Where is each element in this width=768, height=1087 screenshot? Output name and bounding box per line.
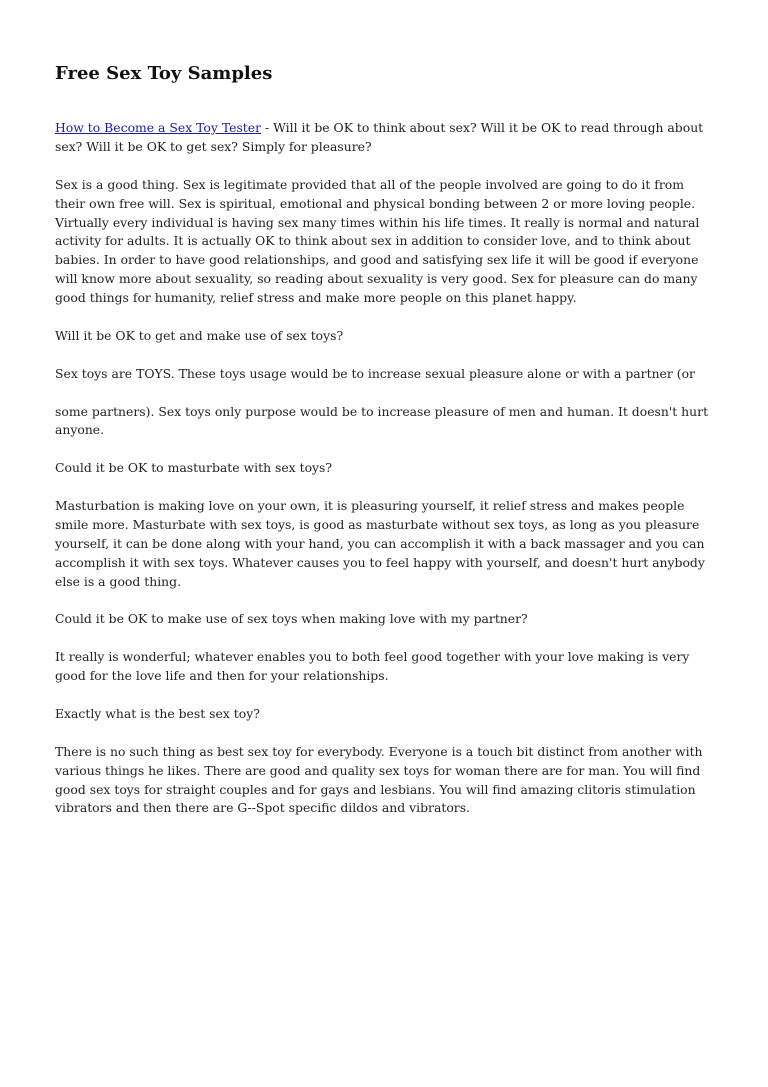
question-masturbate: Could it be OK to masturbate with sex toys? xyxy=(55,460,333,476)
question-sex-toys-ok: Will it be OK to get and make use of sex toys? xyxy=(55,327,344,343)
intro-paragraph xyxy=(55,119,715,157)
paragraph-sex-toys-are-toys: Sex toys are TOYS. These toys usage would be to increase sexual pleasure alone or with a partner (or xyxy=(55,365,695,381)
paragraph-wonderful: It really is wonderful; whatever enables you to both feel good together with your love making is very good for the love life and then for your relationships. xyxy=(55,649,690,684)
paragraph-masturbation: Masturbation is making love on your own, it is pleasuring yourself, it relief stress and makes people smile more. Masturbate with sex toys, is good as masturbate without sex toys, as long as you pleasure yourself, it can be done along with your hand, you can accomplish it with a back massager and you can accomplish it with sex toys. Whatever causes you to feel happy with yourself, and doesn't hurt anybody else is a good thing. xyxy=(55,498,705,589)
paragraph-no-best-toy: There is no such thing as best sex toy for everybody. Everyone is a touch bit distinct from another with various things he likes. There are good and quality sex toys for woman there are for man. You will find good sex toys for straight couples and for gays and lesbians. You will find amazing clitoris stimulation vibrators and then there are G--Spot specific dildos and vibrators. xyxy=(55,743,703,816)
paragraph-some-partners: some partners). Sex toys only purpose would be to increase pleasure of men and human. It doesn't hurt anyone. xyxy=(55,403,709,438)
question-best-toy: Exactly what is the best sex toy? xyxy=(55,705,260,721)
page-title: Free Sex Toy Samples xyxy=(55,63,273,84)
paragraph-sex-is-good: Sex is a good thing. Sex is legitimate provided that all of the people involved are going to do it from their own free will. Sex is spiritual, emotional and physical bonding between 2 or more loving people. Virtually every individual is having sex many times within his life times. It really is normal and natural activity for adults. It is actually OK to think about sex in addition to consider love, and to think about babies. In order to have good relationships, and good and satisfying sex life it will be good if everyone will know more about sexuality, so reading about sexuality is very good. Sex for pleasure can do many good things for humanity, relief stress and make more people on this planet happy. xyxy=(55,176,700,306)
tester-link[interactable]: How to Become a Sex Toy Tester xyxy=(55,120,262,135)
intro-text: - Will it be OK to think about sex? Will it be OK to read through about sex? Will it be OK to get sex? Simply for pleasure? xyxy=(55,120,704,154)
document-page xyxy=(55,62,715,818)
question-with-partner: Could it be OK to make use of sex toys when making love with my partner? xyxy=(55,611,528,627)
